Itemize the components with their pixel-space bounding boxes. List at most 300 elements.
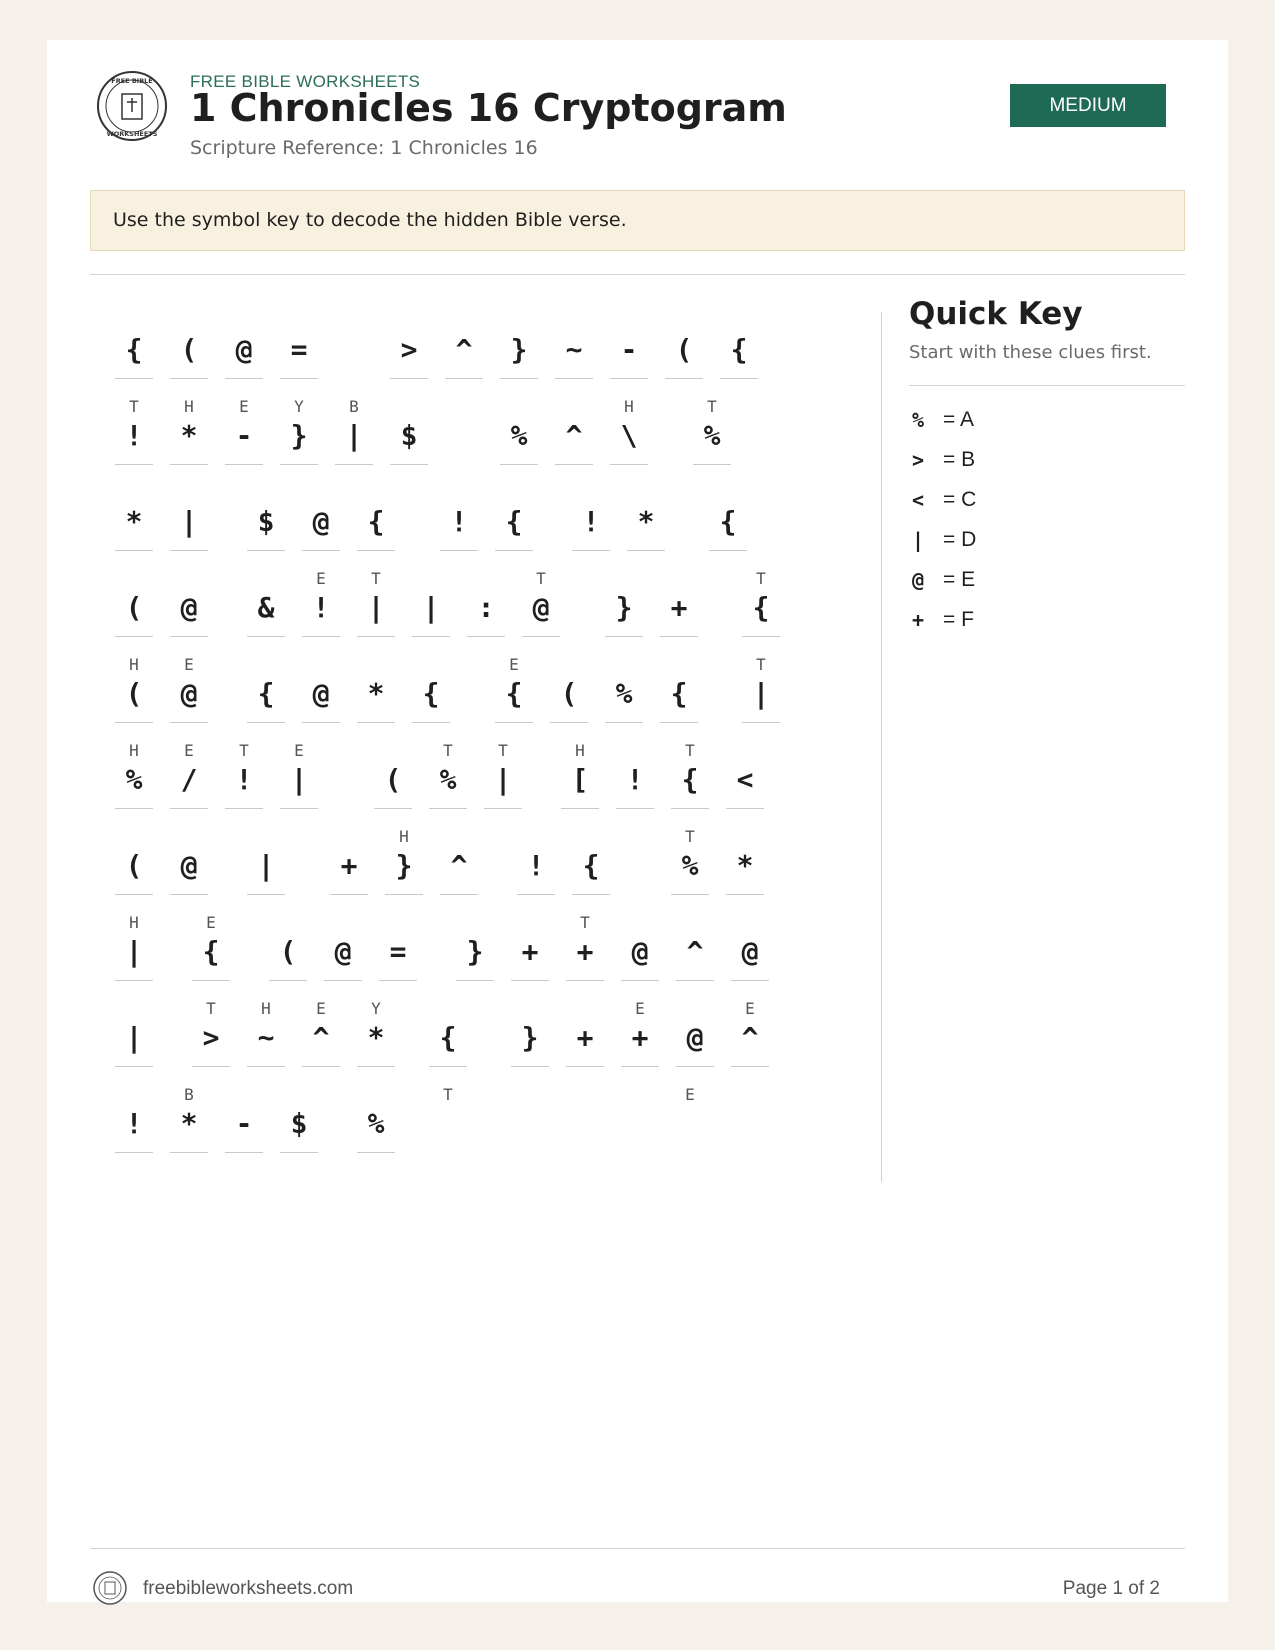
hint-letter: B (184, 1085, 194, 1104)
hint-letter: H (399, 827, 409, 846)
answer-line (440, 550, 478, 551)
page-number: Page 1 of 2 (1062, 1578, 1160, 1599)
cipher-symbol: | (257, 849, 275, 882)
puzzle-cell[interactable] (440, 480, 478, 560)
cipher-symbol: @ (631, 935, 649, 968)
instructions-box: Use the symbol key to decode the hidden Bible verse. (90, 190, 1185, 251)
cipher-symbol: { (752, 591, 770, 624)
answer-line (225, 378, 263, 379)
cipher-symbol: ( (125, 677, 143, 710)
hint-letter (357, 484, 395, 502)
answer-line (616, 808, 654, 809)
key-value: = D (943, 528, 977, 551)
puzzle-cell[interactable] (566, 910, 604, 990)
hint-letter (610, 312, 648, 330)
puzzle-row (115, 1082, 815, 1168)
puzzle-cell[interactable] (280, 308, 318, 388)
cipher-symbol: { (439, 1021, 457, 1054)
cipher-symbol: $ (257, 505, 275, 538)
hint-letter: H (129, 655, 139, 674)
cipher-symbol: ~ (565, 333, 583, 366)
key-symbol: % (911, 408, 925, 432)
puzzle-cell[interactable] (302, 996, 340, 1076)
cipher-symbol: % (510, 419, 528, 452)
puzzle-cell[interactable] (671, 738, 709, 818)
key-item (909, 520, 1185, 560)
answer-line (302, 1066, 340, 1067)
hint-letter (731, 914, 769, 932)
puzzle-cell[interactable] (412, 566, 450, 646)
cipher-symbol: = (290, 333, 308, 366)
puzzle-cell[interactable] (561, 738, 599, 818)
puzzle-cell[interactable] (627, 480, 665, 560)
cipher-symbol: ( (675, 333, 693, 366)
puzzle-cell[interactable] (484, 738, 522, 818)
puzzle-cell[interactable] (247, 566, 285, 646)
puzzle-cell[interactable] (115, 394, 153, 474)
hint-letter (330, 828, 368, 846)
answer-line (610, 464, 648, 465)
puzzle-cell[interactable] (170, 738, 208, 818)
puzzle-cell[interactable] (621, 996, 659, 1076)
hint-letter (302, 484, 340, 502)
cipher-symbol: @ (180, 677, 198, 710)
puzzle-cell[interactable] (500, 394, 538, 474)
quick-key-list (909, 400, 1185, 640)
hint-letter: E (184, 741, 194, 760)
hint-letter (511, 914, 549, 932)
puzzle-cell[interactable] (693, 394, 731, 474)
hint-letter (170, 828, 208, 846)
hint-letter (324, 914, 362, 932)
answer-line (456, 980, 494, 981)
puzzle-cell[interactable] (302, 566, 340, 646)
cipher-symbol: } (395, 849, 413, 882)
cipher-symbol: > (202, 1021, 220, 1054)
answer-line (385, 894, 423, 895)
puzzle-cell[interactable] (742, 652, 780, 732)
hint-letter: T (443, 741, 453, 760)
hint-letter (280, 1086, 318, 1104)
cipher-symbol: * (637, 505, 655, 538)
cipher-symbol: ( (125, 849, 143, 882)
cipher-symbol: { (367, 505, 385, 538)
hint-letter: T (580, 913, 590, 932)
answer-line (280, 378, 318, 379)
hint-letter (225, 312, 263, 330)
puzzle-cell[interactable] (709, 480, 747, 560)
answer-line (280, 808, 318, 809)
footer-site: freebibleworksheets.com (143, 1578, 354, 1599)
answer-line (412, 636, 450, 637)
cipher-symbol: ! (125, 1107, 143, 1140)
hint-letter (726, 828, 764, 846)
hint-letter (170, 570, 208, 588)
vertical-divider (881, 312, 882, 1182)
puzzle-cell[interactable] (225, 738, 263, 818)
cipher-symbol: - (235, 419, 253, 452)
puzzle-cell[interactable] (280, 1082, 318, 1162)
puzzle-cell[interactable] (412, 652, 450, 732)
brand-label: FREE BIBLE WORKSHEETS (190, 72, 421, 91)
cipher-symbol: ! (312, 591, 330, 624)
key-item (909, 600, 1185, 640)
puzzle-cell[interactable] (115, 910, 153, 990)
puzzle-row (115, 566, 815, 652)
hint-letter (456, 914, 494, 932)
puzzle-cell[interactable] (170, 566, 208, 646)
puzzle-cell[interactable] (115, 308, 153, 388)
cipher-symbol: { (125, 333, 143, 366)
puzzle-cell[interactable] (247, 996, 285, 1076)
puzzle-cell[interactable] (170, 824, 208, 904)
hint-letter: T (756, 655, 766, 674)
cipher-symbol: ( (180, 333, 198, 366)
puzzle-cell[interactable] (390, 394, 428, 474)
puzzle-cell[interactable] (374, 738, 412, 818)
puzzle-cell[interactable] (247, 824, 285, 904)
hint-letter: E (316, 569, 326, 588)
cipher-symbol: + (521, 935, 539, 968)
puzzle-row (115, 652, 815, 738)
cipher-symbol: : (477, 591, 495, 624)
answer-line (676, 1066, 714, 1067)
puzzle-cell[interactable] (170, 394, 208, 474)
puzzle-cell[interactable] (572, 824, 610, 904)
cipher-symbol: $ (290, 1107, 308, 1140)
puzzle-row (115, 996, 815, 1082)
puzzle-cell[interactable] (115, 1082, 153, 1162)
cipher-symbol: ^ (741, 1021, 759, 1054)
answer-line (115, 550, 153, 551)
puzzle-cell[interactable] (511, 996, 549, 1076)
puzzle-cell[interactable] (357, 566, 395, 646)
answer-line (324, 980, 362, 981)
puzzle-cell[interactable] (555, 394, 593, 474)
puzzle-cell[interactable] (280, 738, 318, 818)
puzzle-cell[interactable] (115, 566, 153, 646)
puzzle-cell[interactable] (517, 824, 555, 904)
hint-letter: E (685, 1085, 695, 1104)
puzzle-cell[interactable] (445, 308, 483, 388)
answer-line (225, 808, 263, 809)
hint-letter (170, 484, 208, 502)
answer-line (709, 550, 747, 551)
cipher-symbol: ^ (455, 333, 473, 366)
answer-line (170, 1152, 208, 1153)
answer-line (115, 894, 153, 895)
hint-letter (247, 570, 285, 588)
puzzle-cell[interactable] (500, 308, 538, 388)
key-item (909, 440, 1185, 480)
key-symbol: < (911, 488, 925, 512)
puzzle-cell[interactable] (379, 910, 417, 990)
puzzle-cell[interactable] (115, 480, 153, 560)
hint-letter: E (184, 655, 194, 674)
puzzle-cell[interactable] (726, 738, 764, 818)
hint-letter (412, 656, 450, 674)
answer-line (379, 980, 417, 981)
answer-line (440, 894, 478, 895)
puzzle-cell[interactable] (357, 652, 395, 732)
puzzle-cell[interactable] (665, 308, 703, 388)
puzzle-cell[interactable] (170, 652, 208, 732)
hint-letter: H (184, 397, 194, 416)
hint-letter: B (349, 397, 359, 416)
answer-line (412, 722, 450, 723)
hint-letter: T (536, 569, 546, 588)
puzzle-cell[interactable] (676, 910, 714, 990)
puzzle-cell[interactable] (247, 652, 285, 732)
puzzle-row (115, 824, 815, 910)
answer-line (605, 722, 643, 723)
answer-line (621, 980, 659, 981)
answer-line (610, 378, 648, 379)
answer-line (115, 1152, 153, 1153)
puzzle-cell[interactable] (170, 308, 208, 388)
puzzle-cell[interactable] (566, 996, 604, 1076)
puzzle-cell[interactable] (671, 824, 709, 904)
puzzle-cell[interactable] (225, 308, 263, 388)
answer-line (357, 550, 395, 551)
puzzle-cell[interactable] (726, 824, 764, 904)
key-value: = F (943, 608, 974, 631)
answer-line (500, 378, 538, 379)
puzzle-cell[interactable] (225, 1082, 263, 1162)
cipher-symbol: @ (235, 333, 253, 366)
answer-line (726, 808, 764, 809)
answer-line (115, 464, 153, 465)
key-value: = C (943, 488, 977, 511)
answer-line (522, 636, 560, 637)
answer-line (115, 980, 153, 981)
puzzle-cell[interactable] (440, 824, 478, 904)
puzzle-cell[interactable] (357, 996, 395, 1076)
hint-letter (280, 312, 318, 330)
answer-line (390, 378, 428, 379)
hint-letter (500, 312, 538, 330)
answer-line (627, 550, 665, 551)
answer-line (726, 894, 764, 895)
puzzle-cell[interactable] (731, 910, 769, 990)
puzzle-cell[interactable] (192, 996, 230, 1076)
puzzle-cell[interactable] (720, 308, 758, 388)
logo-text-top: FREE BIBLE (111, 77, 153, 85)
cipher-symbol: * (180, 419, 198, 452)
hint-letter (621, 914, 659, 932)
cipher-symbol: ! (582, 505, 600, 538)
answer-line (572, 894, 610, 895)
cipher-symbol: ~ (257, 1021, 275, 1054)
puzzle-cell[interactable] (456, 910, 494, 990)
cipher-symbol: { (422, 677, 440, 710)
hint-letter (357, 656, 395, 674)
puzzle-cell[interactable] (621, 910, 659, 990)
puzzle-cell[interactable] (225, 394, 263, 474)
answer-line (335, 464, 373, 465)
puzzle-cell[interactable] (660, 566, 698, 646)
answer-line (247, 894, 285, 895)
hint-letter (170, 312, 208, 330)
answer-line (247, 722, 285, 723)
hint-letter: H (129, 913, 139, 932)
answer-line (605, 636, 643, 637)
hint-letter: T (756, 569, 766, 588)
cipher-symbol: | (290, 763, 308, 796)
puzzle-cell[interactable] (742, 566, 780, 646)
cipher-symbol: % (615, 677, 633, 710)
answer-line (302, 722, 340, 723)
puzzle-cell[interactable] (192, 910, 230, 990)
puzzle-cell[interactable] (605, 652, 643, 732)
puzzle-cell[interactable] (357, 480, 395, 560)
key-symbol: @ (911, 568, 925, 592)
hint-letter (500, 398, 538, 416)
puzzle-cell[interactable] (302, 480, 340, 560)
key-item (909, 480, 1185, 520)
hint-letter (302, 656, 340, 674)
hint-letter: E (635, 999, 645, 1018)
hint-letter: E (239, 397, 249, 416)
answer-line (302, 636, 340, 637)
cipher-symbol: } (615, 591, 633, 624)
book-logo-icon (96, 70, 168, 142)
puzzle-cell[interactable] (522, 566, 560, 646)
key-symbol: | (911, 528, 925, 552)
hint-letter (269, 914, 307, 932)
puzzle-cell[interactable] (390, 308, 428, 388)
cipher-symbol: * (125, 505, 143, 538)
hint-letter (665, 312, 703, 330)
hint-letter: H (624, 397, 634, 416)
puzzle-cell[interactable] (511, 910, 549, 990)
puzzle-cell[interactable] (115, 824, 153, 904)
cipher-symbol: & (257, 591, 275, 624)
puzzle-cell[interactable] (247, 480, 285, 560)
puzzle-cell[interactable] (429, 738, 467, 818)
puzzle-cell[interactable] (610, 394, 648, 474)
puzzle-cell[interactable] (269, 910, 307, 990)
cipher-symbol: | (752, 677, 770, 710)
cipher-symbol: ! (527, 849, 545, 882)
puzzle-cell[interactable] (115, 996, 153, 1076)
cipher-symbol: ^ (686, 935, 704, 968)
cipher-symbol: = (389, 935, 407, 968)
puzzle-cell[interactable] (170, 1082, 208, 1162)
puzzle-cell[interactable] (280, 394, 318, 474)
puzzle-cell[interactable] (671, 1082, 709, 1162)
cipher-symbol: | (422, 591, 440, 624)
cipher-symbol: * (180, 1107, 198, 1140)
cipher-symbol: % (367, 1107, 385, 1140)
hint-letter: Y (371, 999, 381, 1018)
puzzle-cell[interactable] (495, 480, 533, 560)
hint-letter (676, 1000, 714, 1018)
hint-letter: H (575, 741, 585, 760)
hint-letter: T (498, 741, 508, 760)
cipher-symbol: \ (620, 419, 638, 452)
answer-line (561, 808, 599, 809)
puzzle-cell[interactable] (115, 652, 153, 732)
hint-letter (605, 656, 643, 674)
answer-line (357, 1152, 395, 1153)
puzzle-cell[interactable] (660, 652, 698, 732)
answer-line (374, 808, 412, 809)
puzzle-cell[interactable] (324, 910, 362, 990)
hint-letter (115, 1086, 153, 1104)
footer-logo-icon (92, 1570, 128, 1606)
puzzle-cell[interactable] (429, 1082, 467, 1162)
puzzle-row (115, 910, 815, 996)
cipher-symbol (671, 1106, 709, 1142)
cipher-symbol: % (439, 763, 457, 796)
answer-line (742, 722, 780, 723)
puzzle-cell[interactable] (330, 824, 368, 904)
cipher-symbol: > (400, 333, 418, 366)
puzzle-cell[interactable] (385, 824, 423, 904)
puzzle-cell[interactable] (550, 652, 588, 732)
answer-line (660, 722, 698, 723)
answer-line (511, 1066, 549, 1067)
cipher-symbol: @ (532, 591, 550, 624)
cipher-symbol: % (703, 419, 721, 452)
puzzle-cell[interactable] (572, 480, 610, 560)
key-value: = E (943, 568, 976, 591)
puzzle-cell[interactable] (357, 1082, 395, 1162)
hint-letter (445, 312, 483, 330)
quick-key-rule (909, 385, 1185, 386)
puzzle-cell[interactable] (605, 566, 643, 646)
cipher-symbol (429, 1106, 467, 1142)
cipher-symbol: ^ (450, 849, 468, 882)
puzzle-cell[interactable] (335, 394, 373, 474)
quick-key-title: Quick Key (909, 296, 1083, 332)
answer-line (731, 1066, 769, 1067)
answer-line (170, 722, 208, 723)
cipher-symbol: } (510, 333, 528, 366)
puzzle-cell[interactable] (115, 738, 153, 818)
answer-line (269, 980, 307, 981)
answer-line (170, 550, 208, 551)
puzzle-cell[interactable] (302, 652, 340, 732)
cipher-symbol: { (681, 763, 699, 796)
answer-line (357, 636, 395, 637)
puzzle-cell[interactable] (170, 480, 208, 560)
answer-line (500, 464, 538, 465)
puzzle-cell[interactable] (676, 996, 714, 1076)
divider-top (90, 274, 1185, 275)
cipher-symbol: * (367, 1021, 385, 1054)
puzzle-cell[interactable] (495, 652, 533, 732)
cipher-symbol: { (202, 935, 220, 968)
puzzle-cell[interactable] (467, 566, 505, 646)
puzzle-cell[interactable] (731, 996, 769, 1076)
puzzle-cell[interactable] (610, 308, 648, 388)
cipher-symbol: { (730, 333, 748, 366)
worksheet-page (47, 40, 1228, 1602)
cipher-symbol: % (125, 763, 143, 796)
answer-line (555, 378, 593, 379)
cipher-symbol: - (235, 1107, 253, 1140)
puzzle-cell[interactable] (555, 308, 593, 388)
cipher-symbol: { (719, 505, 737, 538)
puzzle-row (115, 738, 815, 824)
hint-letter (605, 570, 643, 588)
puzzle-cell[interactable] (616, 738, 654, 818)
puzzle-cell[interactable] (429, 996, 467, 1076)
hint-letter (412, 570, 450, 588)
cipher-symbol: ! (626, 763, 644, 796)
